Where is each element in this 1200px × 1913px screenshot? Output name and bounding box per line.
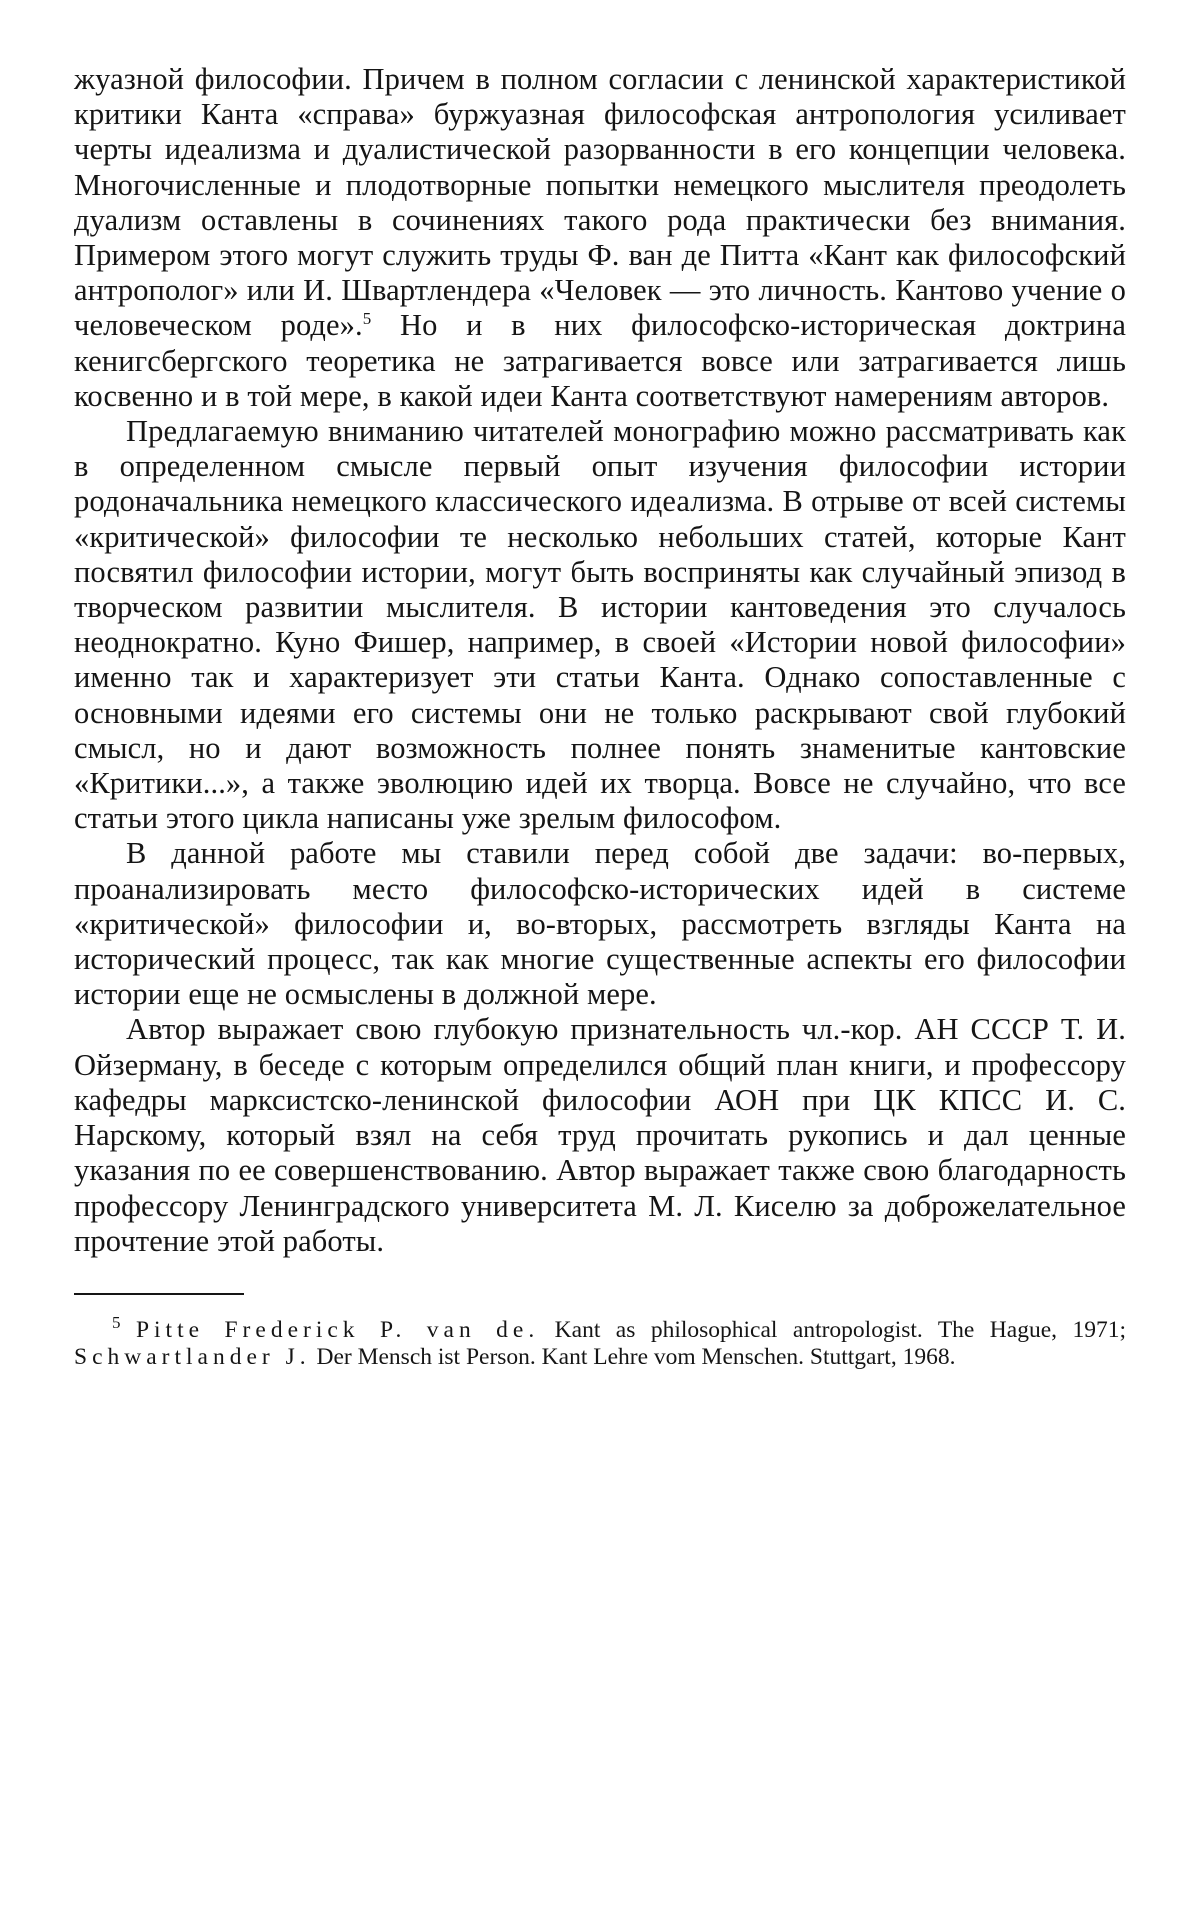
footnote-text-2: Der Mensch ist Person. Kant Lehre vom Menschen. Stuttgart, 1968. (310, 1343, 956, 1370)
paragraph-1 (74, 62, 1126, 414)
footnote-text-1: Kant as philosophical antropologist. The Hague, 1971; (539, 1316, 1126, 1343)
footnote-ref-5: 5 (362, 309, 372, 329)
footnote-number: 5 (112, 1313, 121, 1333)
footnote-author-2: Schwartlander J. (74, 1343, 311, 1370)
paragraph-2: Предлагаемую вниманию читателей монографию можно рассматривать как в определенном смысле первый опыт изучения философии истории родоначальника немецкого классического идеализма. В отрыве от всей системы «критической» философии те несколько небольших статей, которые Кант посвятил философии истории, могут быть восприняты как случайный эпизод в творческом развитии мыслителя. В истории кантоведения это случалось неоднократно. Куно Фишер, например, в своей «Истории новой философии» именно так и характеризует эти статьи Канта. Однако сопоставленные с основными идеями его системы они не только раскрывают свой глубокий смысл, но и дают возможность полнее понять знаменитые кантовские «Критики...», а также эволюцию идей их творца. Вовсе не случайно, что все статьи этого цикла написаны уже зрелым философом. (74, 414, 1126, 836)
paragraph-1-text: жуазной философии. Причем в полном согласии с ленинской характеристикой критики Канта «справа» буржуазная философская антропология усиливает черты идеализма и дуалистической разорванности в его концепции человека. Многочисленные и плодотворные попытки немецкого мыслителя преодолеть дуализм оставлены в сочинениях такого рода практически без внимания. Примером этого могут служить труды Ф. ван де Питта «Кант как философский антрополог» или И. Швартлендера «Человек — это личность. Кантово учение о человеческом роде». (74, 62, 1126, 343)
book-page (74, 62, 1126, 1371)
paragraph-4: Автор выражает свою глубокую признательность чл.-кор. АН СССР Т. И. Ойзерману, в беседе с которым определился общий план книги, и профессору кафедры марксистско-ленинской философии АОН при ЦК КПСС И. С. Нарскому, который взял на себя труд прочитать рукопись и дал ценные указания по ее совершенствованию. Автор выражает также свою благодарность профессору Ленинградского университета М. Л. Киселю за доброжелательное прочтение этой работы. (74, 1012, 1126, 1258)
footnote-5 (74, 1313, 1126, 1371)
footnote-author-1: Pitte Frederick P. van de. (135, 1316, 540, 1343)
paragraph-3: В данной работе мы ставили перед собой две задачи: во-первых, проанализировать место философско-исторических идей в системе «критической» философии и, во-вторых, рассмотреть взгляды Канта на исторический процесс, так как многие существенные аспекты его философии истории еще не осмыслены в должной мере. (74, 836, 1126, 1012)
footnote-divider (74, 1293, 244, 1295)
paragraph-1-continuation: Но и в них философско-историческая доктрина кенигсбергского теоретика не затрагивается вовсе или затрагивается лишь косвенно и в той мере, в какой идеи Канта соответствуют намерениям авторов. (74, 308, 1126, 413)
